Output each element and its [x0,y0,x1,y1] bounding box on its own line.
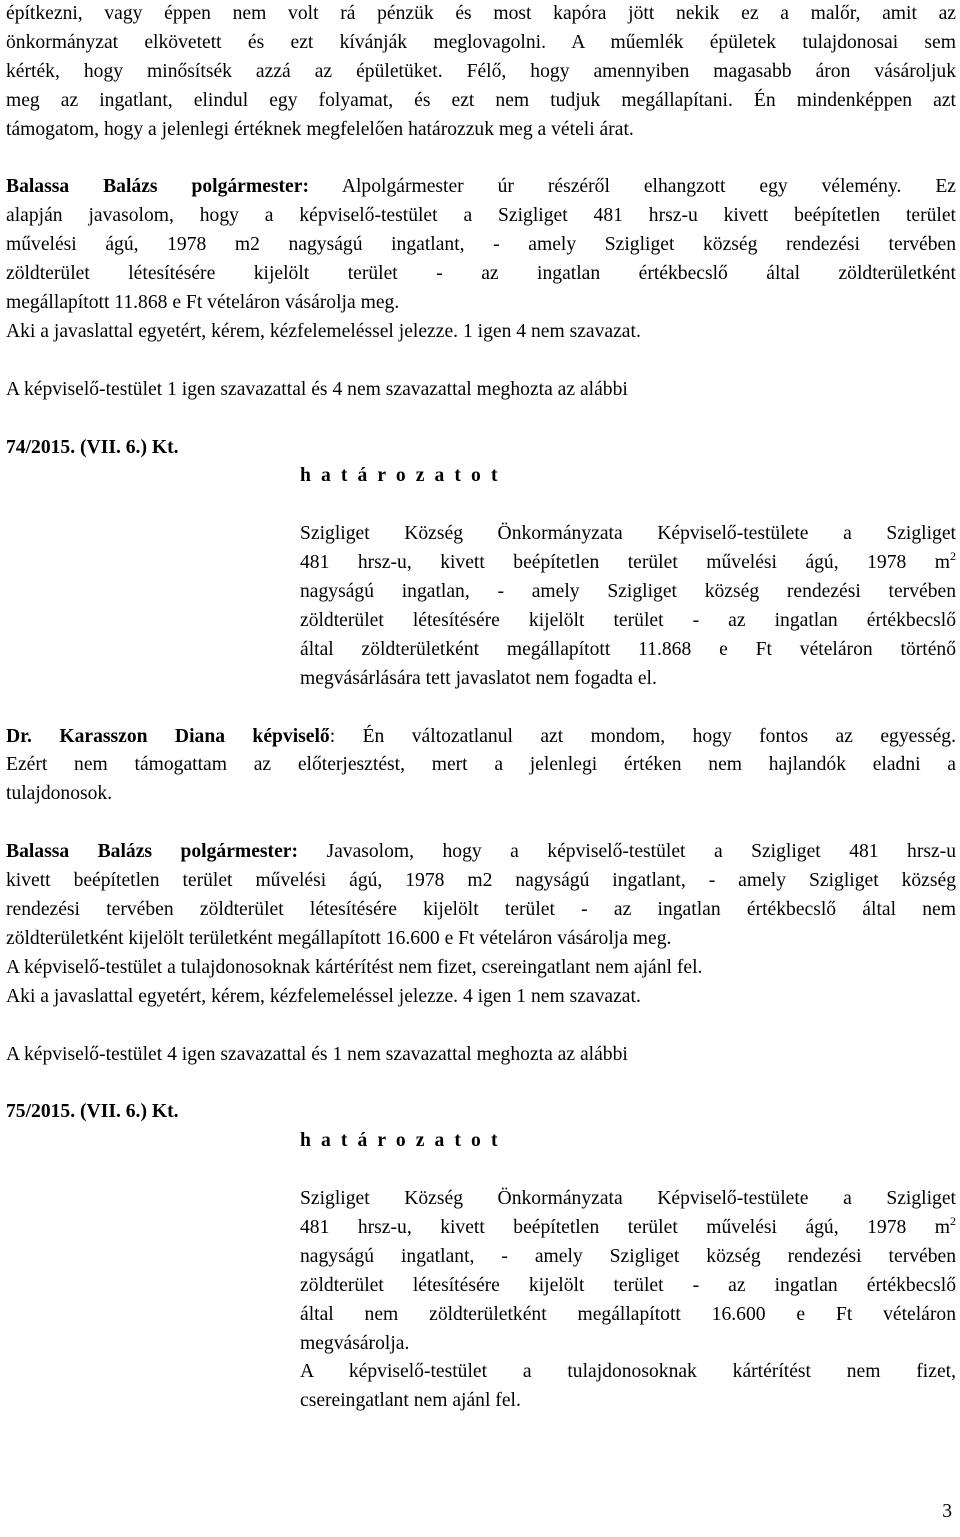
text-line: nagyságú ingatlan, - amely Szigliget község rendezési tervében [300,581,956,603]
speaker-name: Balassa Balázs polgármester: [6,841,298,863]
speech-mayor-1 [6,173,956,346]
text-line: megvásárolja. [300,1332,410,1354]
speech-representative [6,723,956,810]
document-page [6,0,956,1416]
spacer [6,405,956,434]
speaker-prefix: Dr. [6,725,60,747]
text-line: Szigliget Község Önkormányzata Képviselő-testülete a Szigliget [300,523,956,545]
text-line: által nem zöldterületként megállapított 16.600 e Ft vételáron [300,1303,956,1325]
spacer [6,809,956,838]
text-line: művelési ágú, 1978 m2 nagyságú ingatlant, - amely Szigliget község rendezési tervében [6,234,956,256]
text-line: nagyságú ingatlant, - amely Szigliget község rendezési tervében [300,1245,956,1267]
text-line: csereingatlant nem ajánl fel. [300,1390,521,1412]
speaker-name: Karasszon Diana képviselő [59,725,330,747]
page-number: 3 [942,1501,952,1522]
speech-mayor-2 [6,838,956,1011]
speaker-name: Balassa Balázs polgármester: [6,176,309,198]
text-line: zöldterület létesítésére kijelölt terület - az ingatlan értékbecslő [300,609,956,631]
text-line [6,723,956,752]
text-line: kivett beépítetlen terület művelési ágú, 1978 m2 nagyságú ingatlant, - amely Szigliget község [6,870,956,892]
text-line: megállapított 11.868 e Ft vételáron vásárolja meg. [6,292,400,314]
text-line: rendezési tervében zöldterület létesítésére kijelölt terület - az ingatlan értékbecslő által nem [6,899,956,920]
spacer [6,347,956,376]
text-line: A képviselő-testület a tulajdonosoknak kártérítést nem fizet, [300,1361,956,1383]
spacer [6,491,956,520]
intro-paragraph [6,0,956,145]
text-line: 481 hrsz-u, kivett beépítetlen terület művelési ágú, 1978 $m^2$ [300,549,956,574]
text-line: építkezni, vagy éppen nem volt rá pénzük és most kapóra jött nekik ez a malőr, amit az [6,3,956,24]
resolution-number-2: 75/2015. (VII. 6.) Kt. [6,1101,179,1123]
text-line: zöldterületként kijelölt területként megállapított 16.600 e Ft vételáron vásárolja meg. [6,927,672,949]
spacer [6,145,956,174]
text-line: alapján javasolom, hogy a képviselő-testület a Szigliget 481 hrsz-u kivett beépítetlen terület [6,205,956,227]
text-line [6,173,956,202]
text-line: támogatom, hogy a jelenlegi értéknek megfelelően határozzuk meg a vételi árat. [6,118,634,140]
speech-text: : Én változatlanul azt mondom, hogy fontos az egyesség. [329,725,956,747]
spacer [6,1012,956,1041]
speech-text: Javasolom, hogy a képviselő-testület a Szigliget 481 hrsz-u [298,841,956,863]
text-line: Szigliget Község Önkormányzata Képviselő-testülete a Szigliget [300,1188,956,1210]
resolution-heading-1: h a t á r o z a t o t [300,465,501,487]
text-line: meg az ingatlant, elindul egy folyamat, és ezt nem tudjuk megállapítani. Én mindenképpen azt [6,89,956,111]
text-line: megvásárlására tett javaslatot nem fogadta el. [300,667,657,689]
text-line: Ezért nem támogattam az előterjesztést, mert a jelenlegi értéken nem hajlandók eladni a [6,754,956,776]
text-line: A képviselő-testület a tulajdonosoknak kártérítést nem fizet, csereingatlant nem ajánl fel. [6,956,703,978]
text-line: Aki a javaslattal egyetért, kérem, kézfelemeléssel jelezze. 1 igen 4 nem szavazat. [6,320,641,342]
spacer [6,694,956,723]
text-line: által zöldterületként megállapított 11.868 e Ft vételáron történő [300,638,956,660]
text-line: Aki a javaslattal egyetért, kérem, kézfelemeléssel jelezze. 4 igen 1 nem szavazat. [6,985,641,1007]
vote-statement-1: A képviselő-testület 1 igen szavazattal és 4 nem szavazattal meghozta az alábbi [6,378,628,400]
resolution-number-1: 74/2015. (VII. 6.) Kt. [6,436,179,458]
speech-text: Alpolgármester úr részéről elhangzott egy vélemény. Ez [308,176,956,198]
spacer [6,1069,956,1098]
text-line: zöldterület létesítésére kijelölt terület - az ingatlan értékbecslő [300,1274,956,1296]
text-line [6,838,956,867]
text-line: önkormányzat elkövetett és ezt kívánják meglovagolni. A műemlék épületek tulajdonosai sem [6,31,956,53]
resolution-heading-2: h a t á r o z a t o t [300,1130,501,1152]
text-line: 481 hrsz-u, kivett beépítetlen terület művelési ágú, 1978 $m^2$ [300,1213,956,1238]
text-line: tulajdonosok. [6,783,113,805]
vote-statement-2: A képviselő-testület 4 igen szavazattal és 1 nem szavazattal meghozta az alábbi [6,1043,628,1065]
text-line: kérték, hogy minősítsék azzá az épületüket. Félő, hogy amennyiben magasabb áron vásároljuk [6,60,956,82]
resolution-body-2 [300,1185,956,1416]
superscript: 2 [950,549,956,564]
resolution-body-1 [300,520,956,693]
superscript: 2 [950,1213,956,1228]
spacer [6,1156,956,1185]
text-line: zöldterület létesítésére kijelölt terület - az ingatlan értékbecslő által zöldterületként [6,263,956,285]
